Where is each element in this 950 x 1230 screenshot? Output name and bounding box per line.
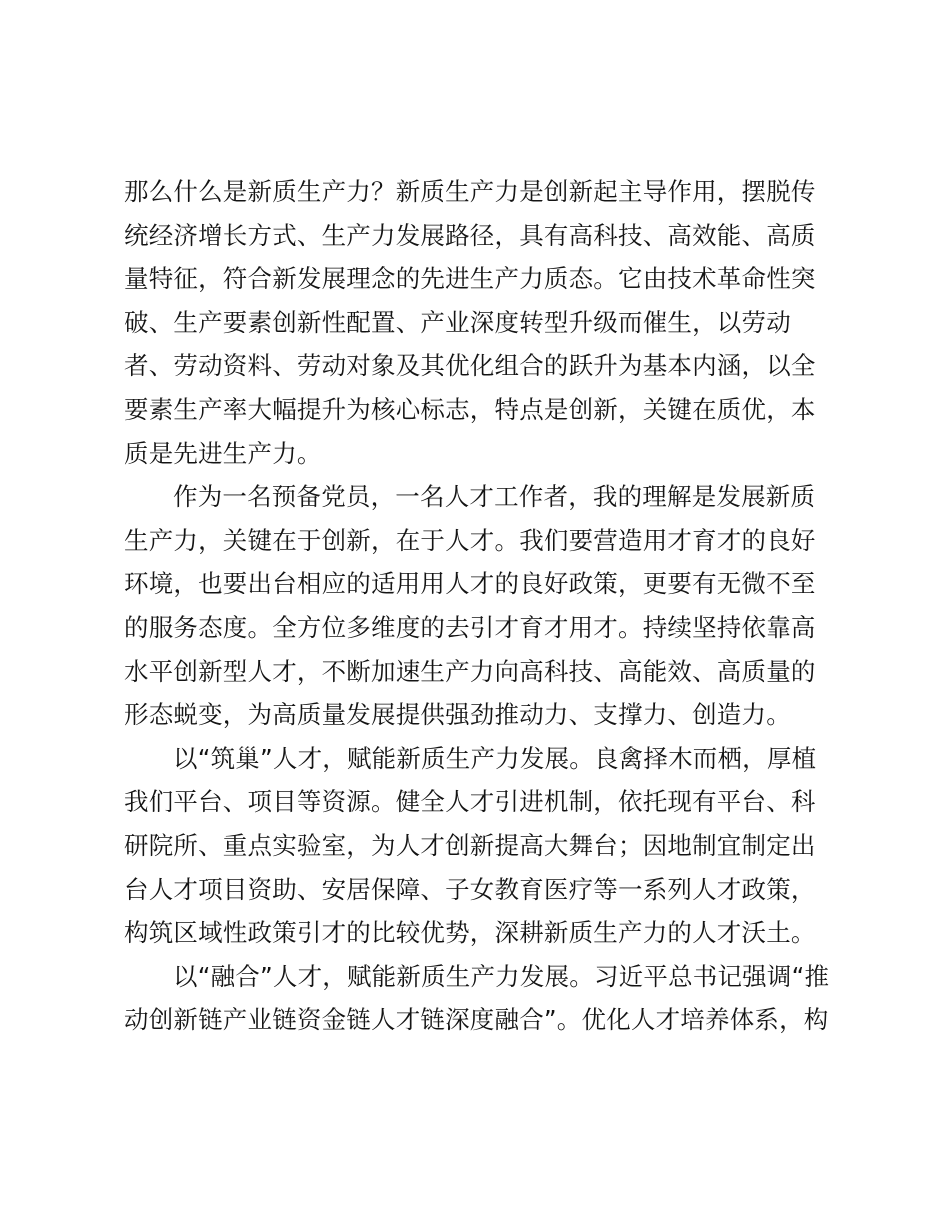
text-line: 台人才项目资助、安居保障、子女教育医疗等一系列人才政策， [124,874,816,904]
text-line: 质是先进生产力。 [124,438,322,468]
paragraph-1 [124,170,824,475]
document-body [124,170,830,1042]
text-line: 我们平台、项目等资源。健全人才引进机制，依托现有平台、科 [124,787,816,817]
text-line: 统经济增长方式、生产力发展路径，具有高科技、高效能、高质 [124,220,816,250]
text-line: 以“融合”人才，赋能新质生产力发展。习近平总书记强调“推 [173,961,830,991]
text-line: 研院所、重点实验室，为人才创新提高大舞台；因地制宜制定出 [124,830,816,860]
text-line: 生产力，关键在于创新，在于人才。我们要营造用才育才的良好 [124,525,816,555]
text-line: 构筑区域性政策引才的比较优势，深耕新质生产力的人才沃土。 [124,918,816,948]
text-line: 的服务态度。全方位多维度的去引才育才用才。持续坚持依靠高 [124,612,816,642]
paragraph-4 [124,955,830,1042]
text-line: 要素生产率大幅提升为核心标志，特点是创新，关键在质优，本 [124,394,816,424]
text-line: 形态蜕变，为高质量发展提供强劲推动力、支撑力、创造力。 [124,700,791,730]
text-line: 那么什么是新质生产力？新质生产力是创新起主导作用，摆脱传 [124,177,816,206]
text-line: 水平创新型人才，不断加速生产力向高科技、高能效、高质量的 [124,656,816,686]
text-line: 环境，也要出台相应的适用用人才的良好政策，更要有无微不至 [124,569,816,599]
text-line: 者、劳动资料、劳动对象及其优化组合的跃升为基本内涵，以全 [124,351,816,381]
paragraph-3 [124,737,824,955]
text-line: 动创新链产业链资金链人才链深度融合”。优化人才培养体系，构 [124,1005,829,1035]
text-line: 量特征，符合新发展理念的先进生产力质态。它由技术革命性突 [124,264,816,294]
text-line: 作为一名预备党员，一名人才工作者，我的理解是发展新质 [173,482,816,512]
text-line: 以“筑巢”人才，赋能新质生产力发展。良禽择木而栖，厚植 [173,743,817,773]
paragraph-2 [124,475,824,737]
text-line: 破、生产要素创新性配置、产业深度转型升级而催生，以劳动 [124,307,791,337]
